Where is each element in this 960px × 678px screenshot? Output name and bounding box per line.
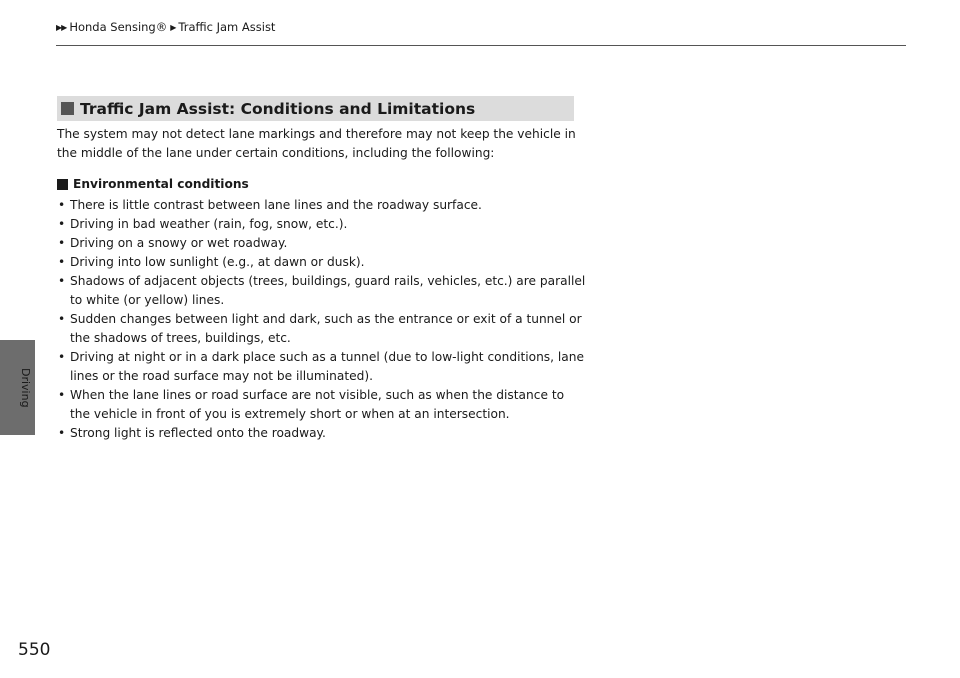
bullet-icon: •	[58, 217, 66, 231]
breadcrumb	[56, 20, 275, 34]
bullet-icon: •	[58, 312, 66, 326]
arrow-icon: ▶	[170, 22, 176, 32]
bullet-icon: •	[58, 388, 66, 402]
bullet-icon: •	[58, 274, 66, 288]
subheading-text: Environmental conditions	[73, 177, 249, 191]
list-item: • Sudden changes between light and dark, such as the entrance or exit of a tunnel or the shadows of trees, buildings, etc.	[58, 312, 582, 345]
bullet-icon: •	[58, 255, 66, 269]
chapter-label: Driving	[19, 368, 32, 408]
bullet-icon: •	[58, 236, 66, 250]
bullet-icon: •	[58, 350, 66, 364]
list-item: • Driving on a snowy or wet roadway.	[57, 234, 587, 253]
header-divider	[56, 45, 906, 46]
list-item: • When the lane lines or road surface are not visible, such as when the distance to the vehicle in front of you is extremely short or when at an intersection.	[58, 388, 565, 421]
list-item: • Strong light is reflected onto the roadway.	[57, 424, 587, 443]
conditions-list	[57, 196, 587, 443]
section-title: Traffic Jam Assist: Conditions and Limitations	[80, 99, 476, 118]
section-heading	[57, 96, 574, 121]
list-item: • Driving in bad weather (rain, fog, snow, etc.).	[57, 215, 587, 234]
list-item: • Driving at night or in a dark place such as a tunnel (due to low-light conditions, lane lines or the road surface may not be illuminated).	[58, 350, 584, 383]
breadcrumb-item[interactable]: Traffic Jam Assist	[178, 20, 276, 34]
bullet-icon: •	[58, 426, 66, 440]
double-arrow-icon: ▶▶	[56, 22, 67, 32]
page-number: 550	[18, 640, 51, 660]
subheading	[57, 177, 249, 191]
list-item: • Shadows of adjacent objects (trees, buildings, guard rails, vehicles, etc.) are parallel to white (or yellow) lines.	[58, 274, 586, 307]
intro-paragraph: The system may not detect lane markings and therefore may not keep the vehicle in the middle of the lane under certain conditions, including the following:	[57, 127, 576, 160]
square-bullet-icon	[61, 102, 74, 115]
list-item: • There is little contrast between lane lines and the roadway surface.	[57, 196, 587, 215]
list-item: • Driving into low sunlight (e.g., at dawn or dusk).	[57, 253, 587, 272]
square-bullet-icon	[57, 179, 68, 190]
breadcrumb-item[interactable]: Honda Sensing®	[69, 20, 168, 34]
bullet-icon: •	[58, 198, 66, 212]
